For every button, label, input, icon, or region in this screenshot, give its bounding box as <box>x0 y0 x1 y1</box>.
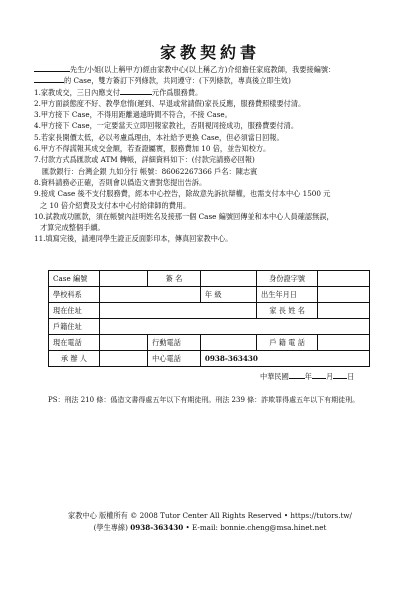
tutor-name-blank <box>34 65 70 72</box>
clause-8: 8.資料請務必正確，否則會以僞造文書對您提出告訴。 <box>34 177 207 187</box>
clause-9-line2: 之 10 倍介紹費及支付本中心付給律師的費用。 <box>40 200 191 210</box>
day-blank <box>333 372 347 379</box>
clause-intro-line1 <box>34 64 394 75</box>
footer-contact <box>0 522 420 534</box>
year-blank <box>289 372 305 379</box>
form-row <box>49 351 370 367</box>
registered-phone-field[interactable] <box>318 335 370 351</box>
id-number-label: 身份證字號 <box>257 271 318 287</box>
clause-7-bank-info: 匯款銀行：台灣企銀 九如分行 帳號：86062267366 戶名：陳志賓 <box>42 166 258 176</box>
clause-5: 5.若家長開價太低，必以考慮爲理由，本社給予更換 Case，但必須當日回報。 <box>34 132 284 142</box>
clause-6: 6.甲方不得謊報其成交金額，若查證屬實，服務費加 10 倍，並告知校方。 <box>34 144 271 154</box>
footer-hotline-number: 0938-363430 <box>130 523 184 532</box>
id-number-field[interactable] <box>318 271 370 287</box>
form-row <box>49 271 370 287</box>
contractor-label: 承 辦 人 <box>49 351 100 367</box>
form-row <box>49 319 370 335</box>
case-number-blank <box>34 76 64 83</box>
clause-7: 7.付款方式爲匯款或 ATM 轉帳，詳細資料如下：(付款完請務必回報) <box>34 155 255 165</box>
day-label: 日 <box>347 372 355 381</box>
birth-date-label: 出生年月日 <box>257 287 318 303</box>
mobile-phone-label: 行動電話 <box>148 335 201 351</box>
parent-name-field[interactable] <box>318 303 370 319</box>
clause-intro-line2 <box>34 75 394 86</box>
current-phone-label: 現在電話 <box>49 335 100 351</box>
center-phone-value: 0938-363430 <box>200 351 369 367</box>
signature-field[interactable] <box>200 271 256 287</box>
clause-10-line1: 10.試教成功匯款，須在帳號內註明姓名及接那一個 Case 編號回傳並和本中心人員確認無誤， <box>34 211 334 221</box>
page-title: 家教契約書 <box>159 43 260 62</box>
month-blank <box>312 372 326 379</box>
form-row <box>49 287 370 303</box>
tutor-info-form <box>48 270 370 367</box>
clause-3: 3.甲方接下 Case，不得用距離過遠時間不符合，不接 Case。 <box>34 110 232 120</box>
signature-label: 簽 名 <box>148 271 201 287</box>
center-phone-label: 中心電話 <box>148 351 201 367</box>
fee-amount-blank <box>120 88 152 95</box>
clause-9-line1: 9.接成 Case 後不支付服務費，經本中心控告，除故意先訴抗辯權，也需支付本中心 1500 元 <box>34 189 331 199</box>
clause-1-text-2: 元作爲服務費。 <box>151 87 203 97</box>
page-footer <box>0 510 420 534</box>
footer-hotline-label: (學生專線) <box>93 523 128 532</box>
parent-name-label: 家 長 姓 名 <box>257 303 318 319</box>
date-prefix: 中華民國 <box>260 372 289 381</box>
registered-address-field[interactable] <box>99 319 369 335</box>
clause-1-text: 1.家教成交，三日內應支付 <box>34 87 120 97</box>
clause-11: 11.填寫完後，請連同學生證正反面影印本，傳真回家教中心。 <box>34 234 233 244</box>
footer-email: • E-mail: bonnie.cheng@msa.hinet.net <box>185 523 327 532</box>
current-address-label: 現在住址 <box>49 303 100 319</box>
clause-1 <box>34 87 394 98</box>
mobile-phone-field[interactable] <box>200 335 256 351</box>
legal-notice: PS：刑法 210 條：僞造文書得處五年以下有期徒刑。刑法 239 條：詐欺罪得處五年以下有期徒刑。 <box>48 396 360 404</box>
year-label: 年 <box>304 372 312 381</box>
form-row <box>49 303 370 319</box>
clause-intro-text: 先生/小姐(以上稱甲方)經由家教中心(以上稱乙方)介紹擔任家庭教師，我要接編號： <box>70 65 336 74</box>
grade-label: 年 級 <box>200 287 256 303</box>
month-label: 月 <box>325 372 334 381</box>
birth-date-field[interactable] <box>318 287 370 303</box>
form-row <box>49 335 370 351</box>
current-address-field[interactable] <box>99 303 256 319</box>
contractor-field[interactable] <box>99 351 147 367</box>
clause-10-line2: 才算完成整個手續。 <box>40 223 105 233</box>
school-dept-label: 學校科系 <box>49 287 100 303</box>
clause-4: 4.甲方接下 Case，一定要當天立即回報家教社，否則視同接成功，服務費要付清。 <box>34 121 299 131</box>
case-number-label: Case 編號 <box>49 271 100 287</box>
school-dept-field[interactable] <box>99 287 200 303</box>
current-phone-field[interactable] <box>99 335 147 351</box>
registered-address-label: 戶籍住址 <box>49 319 100 335</box>
case-number-field[interactable] <box>99 271 147 287</box>
contract-clauses <box>34 64 394 245</box>
footer-copyright: 家教中心 版權所有 © 2008 Tutor Center All Rights Reserved • https://tutors.tw/ <box>68 511 352 520</box>
registered-phone-label: 戶 籍 電 話 <box>257 335 318 351</box>
clause-2: 2.甲方面談態度不好、教學怠惰(遲到、早退或常請假)家長反應，服務費照樣要付清。 <box>34 98 306 108</box>
date-line <box>260 372 354 382</box>
clause-intro-text-2: 的 Case，雙方簽訂下列條款，共同遵守：(下列條款，專真後立即生效) <box>64 76 291 86</box>
